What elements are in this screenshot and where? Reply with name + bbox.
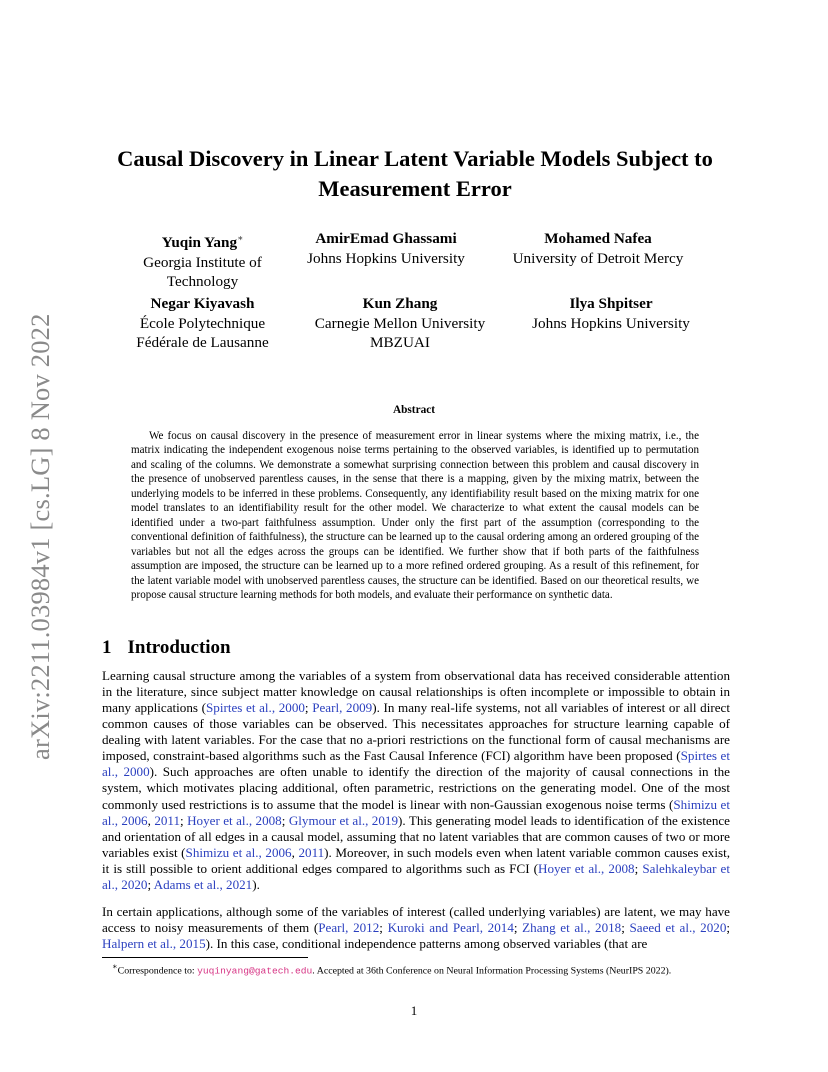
paragraph-text: ). Moreover, in such models even when latent variable common causes exist, it is still possible to orient additional edges compared to algorithms such as FCI (	[102, 844, 731, 876]
author-name: Yuqin Yang	[161, 234, 238, 252]
footnote-rest: . Accepted at 36th Conference on Neural Information Processing Systems (NeurIPS 2022).	[312, 965, 672, 977]
abstract-heading: Abstract	[392, 404, 436, 416]
author-block-4	[125, 294, 280, 353]
paragraph-text: ;	[621, 920, 630, 936]
paragraph-text: Learning causal structure among the variables of a system from observational data has received considerable attention in the literature, since subject matter knowledge on causal relationships is often incomplete or impossible to obtain in many applications (	[102, 668, 730, 716]
citation-link[interactable]: Hoyer et al., 2008	[187, 812, 282, 828]
author-affiliation: University of Detroit Mercy	[512, 249, 684, 267]
paragraph-text: ;	[513, 920, 523, 936]
author-block-3	[500, 229, 696, 268]
author-affiliation: Georgia Institute of Technology	[143, 253, 262, 291]
footnote	[102, 961, 752, 977]
citation-link[interactable]: Pearl, 2012	[318, 920, 380, 936]
paragraph-text: ,	[291, 844, 299, 860]
citation-link[interactable]: Zhang et al., 2018	[522, 920, 622, 936]
paragraph-text: ;	[379, 920, 388, 936]
author-affiliation: Johns Hopkins University	[307, 249, 465, 267]
citation-link[interactable]: Salehkaleybar et al., 2020	[102, 860, 731, 892]
arxiv-identifier-text: arXiv:2211.03984v1 [cs.LG] 8 Nov 2022	[25, 313, 55, 760]
citation-link[interactable]: Shimizu et al., 2006	[102, 796, 731, 828]
paragraph-text: ). Such approaches are often unable to identify the direction of the majority of causal connections in the system, which motivates placing additional, often parametric, restrictions on the generating model. One of the most commonly used restrictions is to assume that the model is linear with non-Gaussian exogenous noise terms (	[102, 764, 730, 812]
author-name: Negar Kiyavash	[150, 295, 255, 312]
paragraph-text: ;	[726, 920, 731, 936]
author-name: AmirEmad Ghassami	[315, 230, 457, 247]
author-name: Ilya Shpitser	[569, 295, 653, 312]
section-number: 1	[102, 637, 112, 658]
paragraph-text: ,	[147, 812, 155, 828]
citation-link[interactable]: Shimizu et al., 2006	[185, 844, 292, 860]
paragraph-text: ;	[281, 812, 289, 828]
paragraph-2	[102, 904, 730, 952]
citation-link[interactable]: Adams et al., 2021	[153, 876, 253, 892]
author-block-2	[296, 229, 476, 268]
author-affiliation: Johns Hopkins University	[532, 314, 690, 332]
citation-link[interactable]: Spirtes et al., 2000	[102, 748, 730, 780]
footnote-divider	[102, 957, 308, 958]
citation-link[interactable]: Spirtes et al., 2000	[206, 700, 305, 716]
author-name: Mohamed Nafea	[544, 230, 652, 247]
citation-link[interactable]: 2011	[154, 812, 181, 828]
citation-link[interactable]: Hoyer et al., 2008	[538, 860, 635, 876]
paragraph-text: ). In many real-life systems, not all variables of interest or all direct common causes of those variables can be observed. This necessitates approaches for structure learning capable of dealing with latent variables. For the case that no a-priori restrictions on the functional form of causal mechanisms are imposed, constraint-based algorithms such as the Fast Causal Inference (FCI) algorithm have been proposed (	[102, 700, 730, 764]
citation-link[interactable]: Halpern et al., 2015	[102, 936, 206, 952]
section-title: Introduction	[127, 637, 231, 658]
paragraph-text: ). In this case, conditional independence patterns among observed variables (that are	[205, 936, 648, 952]
citation-link[interactable]: Saeed et al., 2020	[629, 920, 727, 936]
author-affiliation: Carnegie Mellon University MBZUAI	[314, 314, 486, 351]
paragraph-text: ).	[252, 876, 260, 892]
paragraph-1	[102, 668, 730, 893]
paper-title: Causal Discovery in Linear Latent Variable Models Subject to Measurement Error	[117, 146, 713, 201]
paragraph-text: ;	[634, 860, 643, 876]
author-name: Kun Zhang	[362, 295, 438, 312]
citation-link[interactable]: Pearl, 2009	[312, 700, 373, 716]
footnote-mark: ∗	[237, 233, 244, 243]
paragraph-text: In certain applications, although some of the variables of interest (called underlying variables) are latent, we may have access to noisy measurements of them (	[102, 904, 730, 936]
page-number: 1	[410, 1003, 418, 1018]
paragraph-text: ;	[180, 812, 188, 828]
section-heading	[102, 637, 231, 659]
author-affiliation: École Polytechnique Fédérale de Lausanne	[136, 314, 269, 351]
paragraph-text: ;	[304, 700, 313, 716]
footnote-lead: Correspondence to:	[117, 965, 198, 977]
paragraph-text: ;	[147, 876, 154, 892]
author-block-6	[515, 294, 707, 333]
paragraph-text: ). This generating model leads to identification of the existence and orientation of all edges in a causal model, assuming that no latent variables that are common causes of two or more variables exist (	[102, 812, 730, 860]
arxiv-identifier-stamp	[22, 288, 58, 760]
author-block-1	[130, 229, 275, 292]
citation-link[interactable]: Kuroki and Pearl, 2014	[387, 920, 514, 936]
author-block-5	[302, 294, 498, 353]
email-link[interactable]: yuqinyang@gatech.edu	[197, 965, 313, 977]
footnote-mark: ∗	[112, 962, 118, 971]
citation-link[interactable]: 2011	[298, 844, 325, 860]
abstract-text: We focus on causal discovery in the presence of measurement error in linear systems where the mixing matrix, i.e., the matrix indicating the independent exogenous noise terms pertaining to the observed variables, is identified up to permutation and scaling of the columns. We demonstrate a somewhat surprising connection between this problem and causal discovery in the presence of unobserved parentless causes, in the sense that there is a mapping, given by the mixing matrix, between the underlying models to be inferred in these problems. Consequently, any identifiability result based on the mixing matrix for one model translates to an identifiability result for the other model. We characterize to what extent the causal models can be identified under a two-part faithfulness assumption. Under only the first part of the assumption (corresponding to the conventional definition of faithfulness), the structure can be learned up to the causal ordering among an ordered grouping of the variables but not all the edges across the groups can be identified. We further show that if both parts of the faithfulness assumption are imposed, the structure can be learned up to a more refined ordered grouping. As a result of this refinement, for the latent variable model with unobserved parentless causes, the structure can be identified. Based on our theoretical results, we propose causal structure learning methods for both models, and evaluate their performance on synthetic data.	[131, 430, 699, 601]
citation-link[interactable]: Glymour et al., 2019	[288, 812, 398, 828]
